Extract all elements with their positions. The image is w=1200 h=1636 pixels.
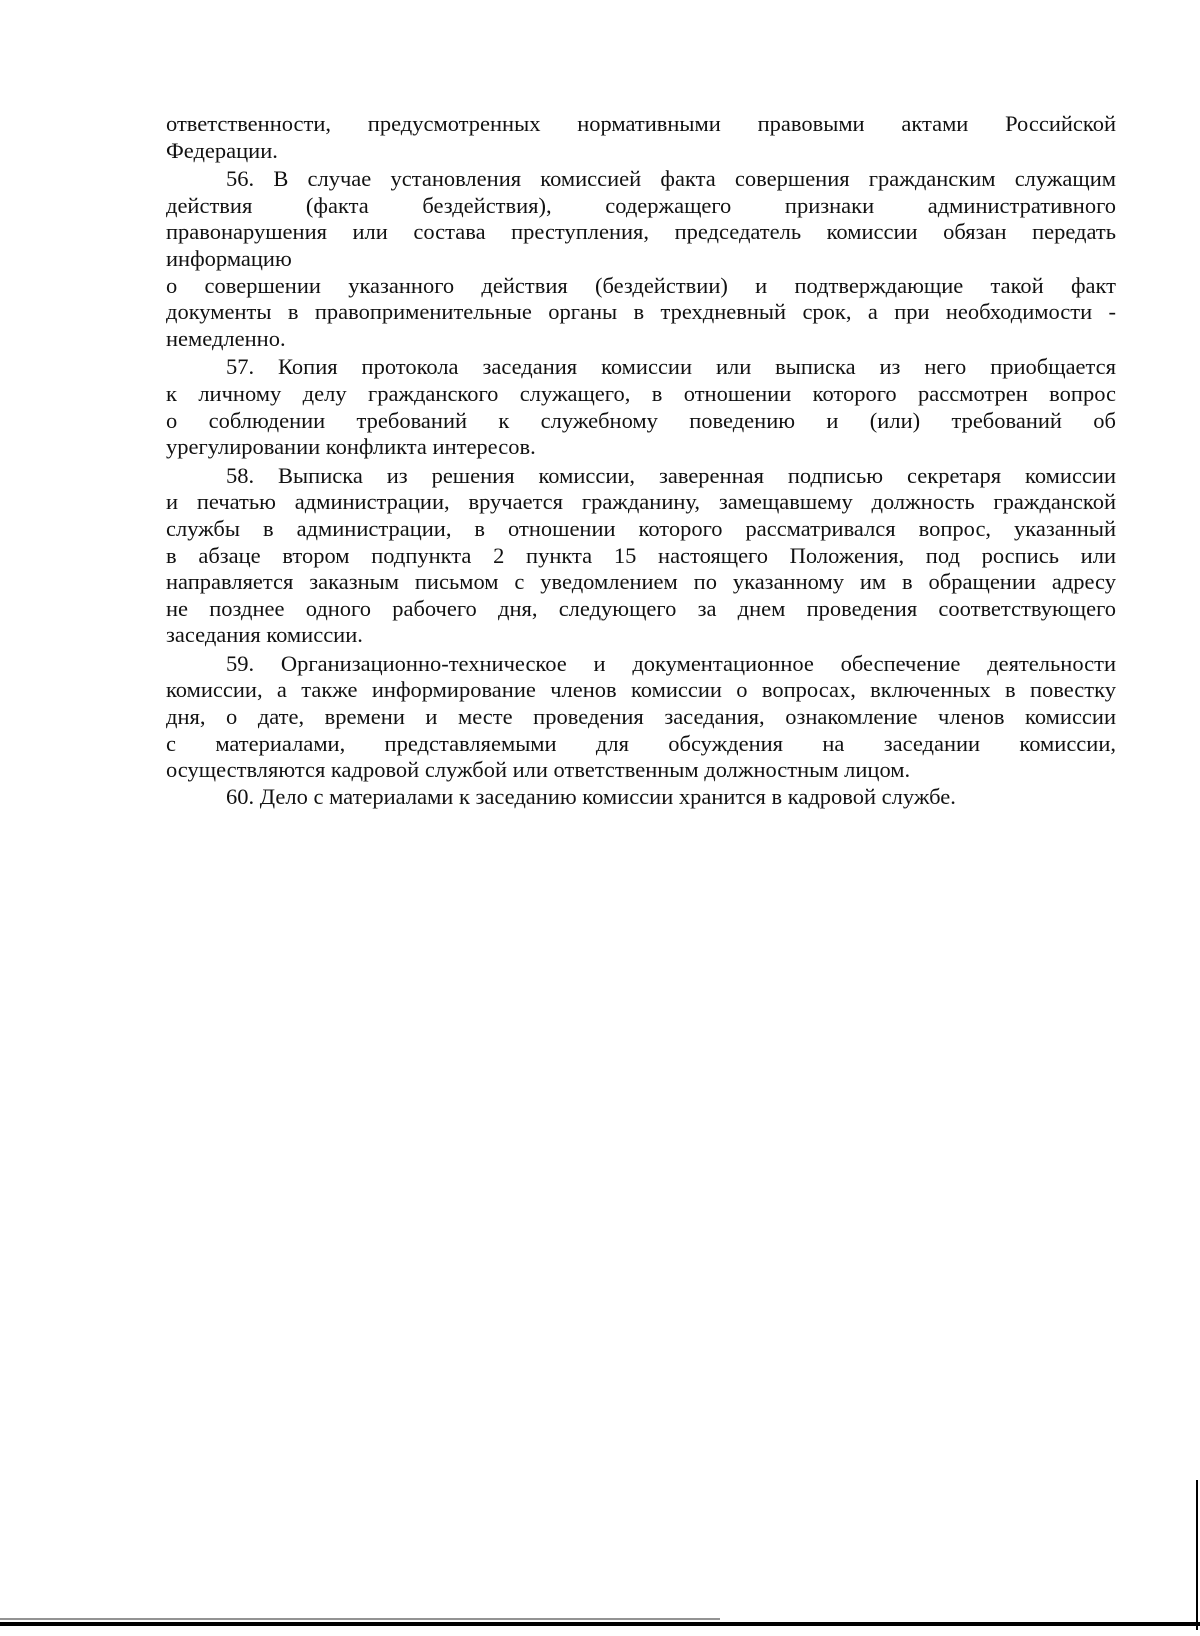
text-line: комиссии, а также информирование членов комиссии о вопросах, включенных в повестку xyxy=(166,677,1116,703)
text-line: службы в администрации, в отношении которого рассматривался вопрос, указанный xyxy=(166,515,1116,541)
text-line: осуществляются кадровой службой или ответственным должностным лицом. xyxy=(166,757,911,783)
text-line: с материалами, представляемыми для обсуждения на заседании комиссии, xyxy=(166,730,1116,756)
paragraph-57-start: 57. Копия протокола заседания комиссии или выписка из него приобщается xyxy=(226,354,1116,380)
paragraph-56-start: 56. В случае установления комиссией факта совершения гражданским служащим xyxy=(226,166,1116,192)
text-line: не позднее одного рабочего дня, следующего за днем проведения соответствующего xyxy=(166,595,1116,621)
text-line: в абзаце втором подпункта 2 пункта 15 настоящего Положения, под роспись или xyxy=(166,542,1116,568)
text-line: Федерации. xyxy=(166,137,278,163)
text-line: действия (факта бездействия), содержащего признаки административного xyxy=(166,192,1116,218)
scan-edge-line xyxy=(0,1618,720,1620)
text-line: направляется заказным письмом с уведомлением по указанному им в обращении адресу xyxy=(166,569,1116,595)
text-line: заседания комиссии. xyxy=(166,622,363,648)
paragraph-59-start: 59. Организационно-техническое и документационное обеспечение деятельности xyxy=(226,650,1116,676)
text-line: к личному делу гражданского служащего, в отношении которого рассмотрен вопрос xyxy=(166,380,1116,406)
text-line: о соблюдении требований к служебному поведению и (или) требований об xyxy=(166,407,1116,433)
scan-bottom-edge xyxy=(0,1622,1200,1626)
scan-right-edge xyxy=(1196,1480,1198,1630)
text-line: документы в правоприменительные органы в трехдневный срок, а при необходимости - xyxy=(166,299,1116,325)
text-line: о совершении указанного действия (бездействии) и подтверждающие такой факт xyxy=(166,272,1116,298)
text-line: дня, о дате, времени и месте проведения заседания, ознакомление членов комиссии xyxy=(166,704,1116,730)
text-line: немедленно. xyxy=(166,325,286,351)
text-line: и печатью администрации, вручается гражданину, замещавшему должность гражданской xyxy=(166,489,1116,515)
text-line: информацию xyxy=(166,245,292,271)
text-line: урегулировании конфликта интересов. xyxy=(166,434,536,460)
paragraph-60: 60. Дело с материалами к заседанию комиссии хранится в кадровой службе. xyxy=(226,783,956,809)
text-line: правонарушения или состава преступления, председатель комиссии обязан передать xyxy=(166,219,1116,245)
document-body xyxy=(166,111,1116,810)
text-line: ответственности, предусмотренных нормативными правовыми актами Российской xyxy=(166,111,1116,136)
paragraph-58-start: 58. Выписка из решения комиссии, заверенная подписью секретаря комиссии xyxy=(226,462,1116,488)
